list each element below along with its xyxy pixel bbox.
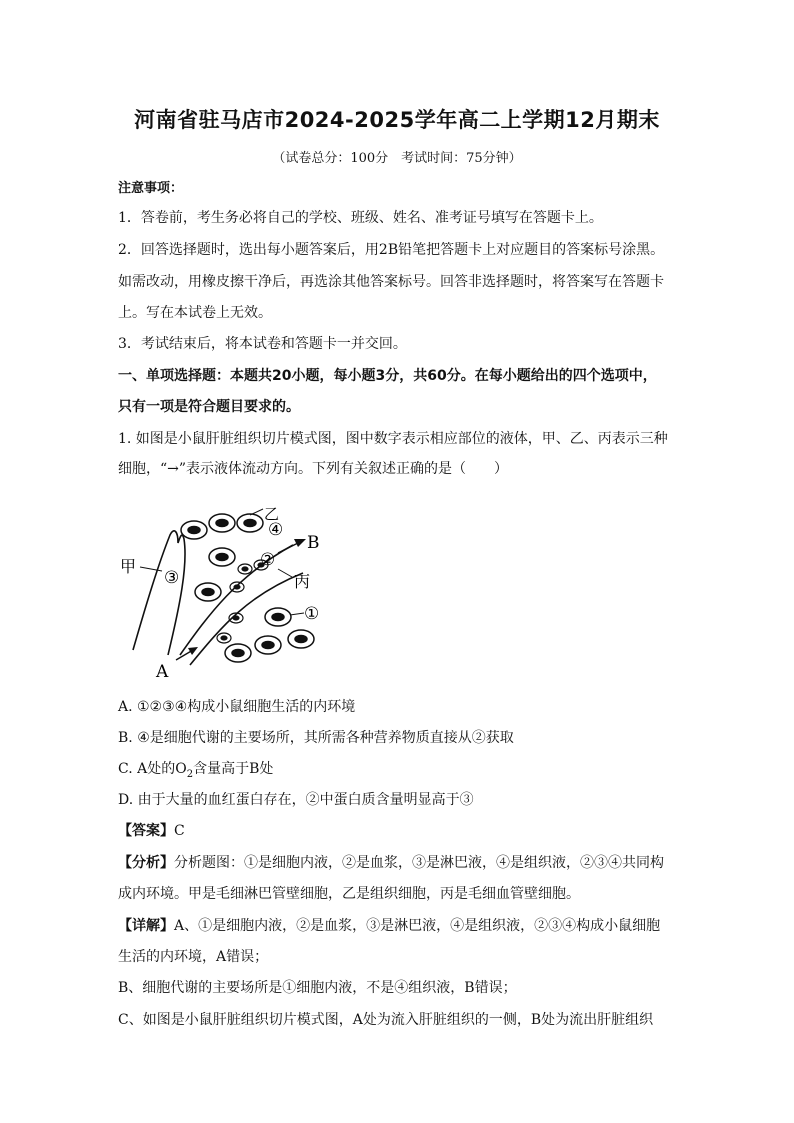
note-line: 上。写在本试卷上无效。	[118, 305, 272, 321]
note-line: 2．回答选择题时，选出每小题答案后，用2B铅笔把答题卡上对应题目的答案标号涂黑。	[118, 242, 665, 258]
leader-yi	[250, 509, 263, 515]
analysis-line	[118, 852, 678, 872]
arrow-b-line	[278, 543, 298, 553]
section-heading: 一、单项选择题：本题共20小题，每小题3分，共60分。在每小题给出的四个选项中，	[118, 368, 657, 384]
lymph-capillary-wall	[133, 531, 185, 655]
analysis-label: 【分析】	[118, 855, 174, 871]
option-c	[118, 758, 678, 780]
label-b: B	[307, 533, 320, 553]
option-c-text-rest: 含量高于B处	[193, 761, 274, 777]
option-d: D. 由于大量的血红蛋白存在，②中蛋白质含量明显高于③	[118, 792, 474, 808]
exam-info: （试卷总分：100分 考试时间：75分钟）	[272, 151, 522, 166]
notes-heading: 注意事项：	[118, 181, 184, 196]
label-n3: ③	[164, 568, 180, 588]
option-a: A. ①②③④构成小鼠细胞生活的内环境	[118, 699, 356, 715]
arrow-b-head	[294, 539, 306, 547]
label-n1: ①	[304, 604, 320, 624]
detail-label: 【详解】	[118, 918, 174, 934]
leader-n1	[290, 613, 304, 615]
arrow-a-head	[188, 647, 198, 655]
note-line: 如需改动，用橡皮擦干净后，再选涂其他答案标号。回答非选择题时，将答案写在答题卡	[118, 274, 664, 290]
answer-value: C	[174, 823, 185, 839]
detail-text-c: C、如图是小鼠肝脏组织切片模式图，A处为流入肝脏组织的一侧，B处为流出肝脏组织	[118, 1012, 654, 1028]
subscript: 2	[186, 768, 194, 780]
answer-line	[118, 820, 678, 840]
analysis-text-cont: 成内环境。甲是毛细淋巴管壁细胞，乙是组织细胞，丙是毛细血管壁细胞。	[118, 886, 580, 902]
section-heading-cont: 只有一项是符合题目要求的。	[118, 399, 300, 415]
liver-tissue-diagram	[118, 505, 333, 685]
note-line: 1．答卷前，考生务必将自己的学校、班级、姓名、准考证号填写在答题卡上。	[118, 210, 603, 226]
label-n4: ④	[268, 520, 284, 540]
note-line: 3．考试结束后，将本试卷和答题卡一并交回。	[118, 336, 407, 352]
leader-bing	[278, 569, 292, 577]
label-n2: ②	[260, 550, 276, 570]
label-jia: 甲	[120, 557, 137, 576]
label-bing: 丙	[294, 572, 311, 591]
blood-cells	[217, 560, 268, 643]
detail-text: A、①是细胞内液，②是血浆，③是淋巴液，④是组织液，②③④构成小鼠细胞	[174, 918, 661, 934]
label-yi: 乙	[264, 505, 280, 523]
page-title: 河南省驻马店市2024-2025学年高二上学期12月期末	[134, 108, 660, 132]
analysis-text: 分析题图：①是细胞内液，②是血浆，③是淋巴液，④是组织液，②③④共同构	[174, 855, 664, 871]
detail-text-b: B、细胞代谢的主要场所是①细胞内液，不是④组织液，B错误；	[118, 980, 517, 996]
detail-text-cont: 生活的内环境，A错误；	[118, 949, 269, 965]
detail-line	[118, 915, 678, 935]
answer-label: 【答案】	[118, 823, 174, 839]
question-stem: 1. 如图是小鼠肝脏组织切片模式图，图中数字表示相应部位的液体，甲、乙、丙表示三种	[118, 431, 668, 447]
question-stem-cont: 细胞，“→”表示液体流动方向。下列有关叙述正确的是（ ）	[118, 461, 509, 477]
label-a: A	[156, 662, 169, 682]
option-b: B. ④是细胞代谢的主要场所，其所需各种营养物质直接从②获取	[118, 730, 514, 746]
option-c-text: C. A处的O	[118, 761, 187, 777]
